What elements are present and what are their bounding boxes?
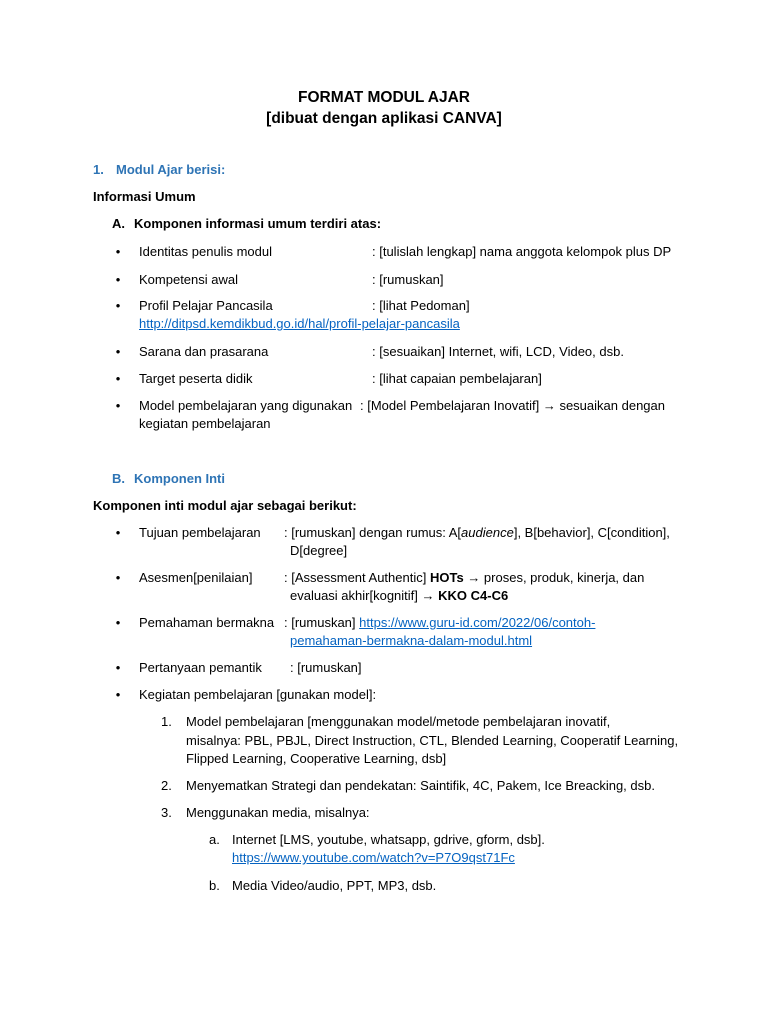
info-value-continued: kegiatan pembelajaran bbox=[139, 416, 271, 431]
inti-value-cont: evaluasi akhir[kognitif] bbox=[290, 588, 422, 603]
info-label: Profil Pelajar Pancasila bbox=[139, 298, 273, 313]
komponen-inti-intro: Komponen inti modul ajar sebagai berikut: bbox=[93, 498, 357, 513]
arrow-right-icon: → bbox=[467, 570, 481, 585]
info-label: Sarana dan prasarana bbox=[139, 344, 269, 359]
inti-value-pre: : [rumuskan] dengan rumus: A[ bbox=[284, 525, 462, 540]
inti-value-continued: D[degree] bbox=[290, 543, 348, 558]
info-value: : [rumuskan] bbox=[372, 272, 444, 287]
info-value: : [lihat Pedoman] bbox=[372, 298, 470, 313]
info-value: : [sesuaikan] Internet, wifi, LCD, Video, dsb. bbox=[372, 344, 624, 359]
inti-label: Kegiatan pembelajaran [gunakan model]: bbox=[139, 687, 377, 702]
profil-pelajar-link[interactable]: http://ditpsd.kemdikbud.go.id/hal/profil-pelajar-pancasila bbox=[139, 316, 460, 331]
inti-value bbox=[284, 614, 595, 632]
inti-label: Tujuan pembelajaran bbox=[139, 525, 261, 540]
informasi-umum-heading: Informasi Umum bbox=[93, 189, 196, 204]
inti-value bbox=[284, 569, 644, 587]
bullet-icon: • bbox=[115, 244, 121, 259]
section-a-heading: Komponen informasi umum terdiri atas: bbox=[134, 216, 382, 231]
bullet-icon: • bbox=[115, 525, 121, 540]
bullet-icon: • bbox=[115, 398, 121, 413]
list-text: Internet [LMS, youtube, whatsapp, gdrive, gform, dsb]. bbox=[232, 832, 545, 847]
section-a-letter: A. bbox=[112, 216, 125, 231]
list-text: Menggunakan media, misalnya: bbox=[186, 805, 370, 820]
inti-label: Pertanyaan pemantik bbox=[139, 660, 262, 675]
list-number: 2. bbox=[161, 778, 172, 793]
inti-label: Asesmen[penilaian] bbox=[139, 570, 253, 585]
document-title: FORMAT MODUL AJAR bbox=[298, 89, 470, 106]
bullet-icon: • bbox=[115, 298, 121, 313]
section-1-heading: Modul Ajar berisi: bbox=[116, 162, 226, 177]
bullet-icon: • bbox=[115, 660, 121, 675]
inti-value-post: proses, produk, kinerja, dan bbox=[480, 570, 645, 585]
list-number: 3. bbox=[161, 805, 172, 820]
inti-value-bold: HOTs bbox=[429, 570, 464, 585]
section-1-number: 1. bbox=[93, 162, 104, 177]
bullet-icon: • bbox=[115, 371, 121, 386]
info-label: Target peserta didik bbox=[139, 371, 253, 386]
inti-value-italic: audience bbox=[461, 525, 514, 540]
list-text: misalnya: PBL, PBJL, Direct Instruction, CTL, Blended Learning, Cooperatif Learning, bbox=[186, 733, 679, 748]
info-value: : [lihat capaian pembelajaran] bbox=[372, 371, 542, 386]
list-letter: b. bbox=[209, 878, 220, 893]
info-label: Identitas penulis modul bbox=[139, 244, 272, 259]
pemahaman-link[interactable]: https://www.guru-id.com/2022/06/contoh- bbox=[359, 615, 596, 630]
bullet-icon: • bbox=[115, 570, 121, 585]
info-value-text: : [Model Pembelajaran Inovatif] bbox=[360, 398, 540, 413]
inti-value-pre: : [Assessment Authentic] bbox=[284, 570, 430, 585]
bullet-icon: • bbox=[115, 615, 121, 630]
list-letter: a. bbox=[209, 832, 220, 847]
info-label: Model pembelajaran yang digunakan bbox=[139, 398, 353, 413]
section-b-heading: Komponen Inti bbox=[134, 471, 225, 486]
inti-value bbox=[284, 524, 670, 542]
info-label: Kompetensi awal bbox=[139, 272, 238, 287]
inti-value-bold: KKO C4-C6 bbox=[438, 588, 509, 603]
info-value: : [tulislah lengkap] nama anggota kelompok plus DP bbox=[372, 244, 672, 259]
document-subtitle: [dibuat dengan aplikasi CANVA] bbox=[266, 110, 502, 127]
section-b-letter: B. bbox=[112, 471, 125, 486]
list-text: Model pembelajaran [menggunakan model/metode pembelajaran inovatif, bbox=[186, 714, 611, 729]
youtube-link[interactable]: https://www.youtube.com/watch?v=P7O9qst71Fc bbox=[232, 850, 515, 865]
inti-label: Pemahaman bermakna bbox=[139, 615, 275, 630]
list-text: Menyematkan Strategi dan pendekatan: Saintifik, 4C, Pakem, Ice Breacking, dsb. bbox=[186, 778, 655, 793]
inti-value-post: ], B[behavior], C[condition], bbox=[513, 525, 670, 540]
arrow-right-icon: → bbox=[542, 398, 556, 413]
list-text: Media Video/audio, PPT, MP3, dsb. bbox=[232, 878, 437, 893]
inti-value-pre: : [rumuskan] bbox=[284, 615, 360, 630]
inti-value-continued bbox=[290, 587, 508, 605]
list-number: 1. bbox=[161, 714, 172, 729]
pemahaman-link-continued[interactable]: pemahaman-bermakna-dalam-modul.html bbox=[290, 633, 533, 648]
list-text: Flipped Learning, Cooperative Learning, dsb] bbox=[186, 751, 447, 766]
bullet-icon: • bbox=[115, 687, 121, 702]
arrow-right-icon: → bbox=[421, 588, 435, 603]
info-value bbox=[360, 397, 665, 415]
bullet-icon: • bbox=[115, 272, 121, 287]
inti-value: : [rumuskan] bbox=[290, 660, 362, 675]
bullet-icon: • bbox=[115, 344, 121, 359]
info-value-after: sesuaikan dengan bbox=[555, 398, 665, 413]
